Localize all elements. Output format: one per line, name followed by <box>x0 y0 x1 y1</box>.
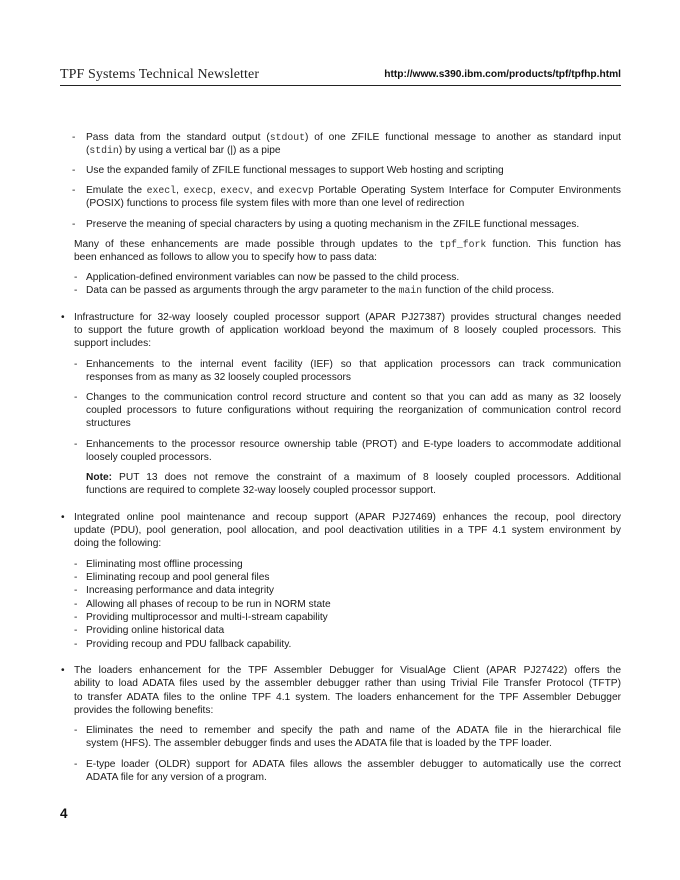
bullet-marker: • <box>61 312 65 323</box>
pool-list-item: Providing multiprocessor and multi-I-stream capability <box>86 612 328 623</box>
list-item-prot: Enhancements to the processor resource ownership table (PROT) and E-type loaders to accommodate additional <box>86 439 621 450</box>
dash-marker: - <box>74 725 78 736</box>
bullet-marker: • <box>61 512 65 523</box>
pool-list-item: Allowing all phases of recoup to be run in NORM state <box>86 599 331 610</box>
list-item-web-hosting: Use the expanded family of ZFILE functional messages to support Web hosting and scripting <box>86 165 504 176</box>
page-number: 4 <box>60 806 68 821</box>
dash-marker: - <box>74 359 78 370</box>
dash-marker: - <box>74 439 78 450</box>
newsletter-title: TPF Systems Technical Newsletter <box>60 67 260 82</box>
dash-marker: - <box>72 165 76 176</box>
header-url-link[interactable]: http://www.s390.ibm.com/products/tpf/tpfhp.html <box>384 69 621 80</box>
list-item-ief-cont: responses from as many as 32 loosely coupled processors <box>86 372 352 383</box>
sub-item-env-vars: Application-defined environment variables can now be passed to the child process. <box>86 272 460 283</box>
list-item-pipe: Pass data from the standard output (stdout) of one ZFILE functional message to another as standard input <box>86 132 622 143</box>
dash-marker: - <box>74 612 78 623</box>
dash-marker: - <box>74 639 78 650</box>
dash-marker: - <box>74 759 78 770</box>
list-item-ccr: Changes to the communication control record structure and content so that you can add as many as 32 loosely <box>86 392 621 403</box>
bullet-loaders-line2: ability to load ADATA files used by the assembler debugger rather than using Trivial File Transfer Protocol (TFTP) <box>74 678 621 689</box>
dash-marker: - <box>74 599 78 610</box>
bullet-loaders-line3: to transfer ADATA files to the online TPF 4.1 system. The loaders enhancement for the TPF Assembler Debugger <box>74 692 621 703</box>
list-item-posix-cont: (POSIX) functions to process file system files with more than one level of redirection <box>86 198 465 209</box>
pool-list-item: Eliminating recoup and pool general files <box>86 572 270 583</box>
list-item-pipe-cont: (stdin) by using a vertical bar (|) as a pipe <box>86 145 281 156</box>
dash-marker: - <box>74 625 78 636</box>
bullet-pool-line1: Integrated online pool maintenance and recoup support (APAR PJ27469) enhances the recoup, pool directory <box>74 512 621 523</box>
dash-marker: - <box>74 392 78 403</box>
bullet-pool-line3: doing the following: <box>74 538 162 549</box>
pool-list-item: Providing online historical data <box>86 625 225 636</box>
sub-item-argv: Data can be passed as arguments through the argv parameter to the main function of the child process. <box>86 285 555 296</box>
dash-marker: - <box>74 272 78 283</box>
bullet-32way-line2: to support the future growth of application workload beyond the maximum of 8 loosely coupled processors. This <box>74 325 621 336</box>
list-item-ief: Enhancements to the internal event facility (IEF) so that application processors can track communication <box>86 359 621 370</box>
list-item-quoting: Preserve the meaning of special characters by using a quoting mechanism in the ZFILE functional messages. <box>86 219 580 230</box>
pool-list-item: Providing recoup and PDU fallback capability. <box>86 639 292 650</box>
dash-marker: - <box>72 219 76 230</box>
dash-marker: - <box>74 285 78 296</box>
dash-marker: - <box>74 572 78 583</box>
bullet-loaders-line1: The loaders enhancement for the TPF Assembler Debugger for VisualAge Client (APAR PJ27422) offers the <box>74 665 621 676</box>
list-item-oldr-cont: ADATA file for any version of a program. <box>86 772 267 783</box>
note-label: Note: <box>86 472 113 483</box>
bullet-loaders-line4: provides the following benefits: <box>74 705 214 716</box>
note-32way: Note: PUT 13 does not remove the constraint of a maximum of 8 loosely coupled processors. Additional <box>86 472 621 483</box>
bullet-32way-line1: Infrastructure for 32-way loosely coupled processor support (APAR PJ27387) provides structural changes needed <box>74 312 621 323</box>
list-item-hfs-cont: system (HFS). The assembler debugger finds and uses the ADATA file that is loaded by the TPF loader. <box>86 738 552 749</box>
list-item-posix: Emulate the execl, execp, execv, and execvp Portable Operating System Interface for Computer Environments <box>86 185 621 196</box>
list-item-ccr-cont: coupled processors to future configurations without requiring the reorganization of communication control record <box>86 405 621 416</box>
bullet-pool-line2: update (PDU), pool generation, pool allocation, and pool deactivation utilities in a TPF 4.1 system environment by <box>74 525 621 536</box>
paragraph-tpf-fork-cont: been enhanced as follows to allow you to specify how to pass data: <box>74 252 377 263</box>
pool-list-item: Increasing performance and data integrity <box>86 585 275 596</box>
list-item-hfs: Eliminates the need to remember and specify the path and name of the ADATA file in the hierarchical file <box>86 725 621 736</box>
dash-marker: - <box>74 559 78 570</box>
paragraph-tpf-fork: Many of these enhancements are made possible through updates to the tpf_fork function. This function has <box>74 239 621 250</box>
list-item-oldr: E-type loader (OLDR) support for ADATA files allows the assembler debugger to automatically use the correct <box>86 759 621 770</box>
list-item-ccr-cont2: structures <box>86 418 131 429</box>
dash-marker: - <box>72 185 76 196</box>
list-item-prot-cont: loosely coupled processors. <box>86 452 212 463</box>
bullet-marker: • <box>61 665 65 676</box>
dash-marker: - <box>72 132 76 143</box>
note-32way-cont: functions are required to complete 32-way loosely coupled processor support. <box>86 485 436 496</box>
dash-marker: - <box>74 585 78 596</box>
pool-list-item: Eliminating most offline processing <box>86 559 243 570</box>
bullet-32way-line3: support includes: <box>74 338 152 349</box>
